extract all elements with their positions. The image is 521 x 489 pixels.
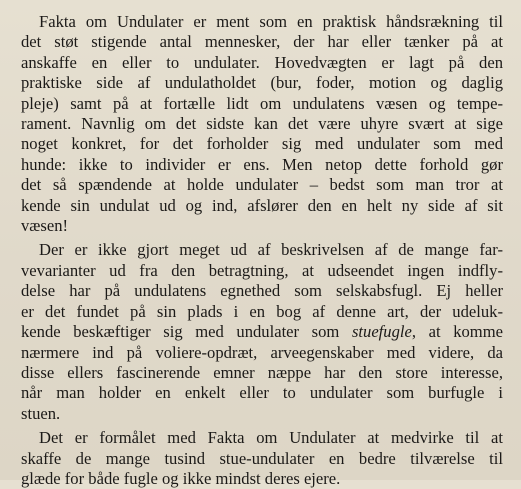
- text-line: hunde: ikke to individer er ens. Men netop dette forhold gør: [21, 154, 503, 174]
- text-line: glæde for både fugle og ikke mindst deres ejere.: [21, 468, 341, 488]
- text-fragment: , at komme: [411, 322, 503, 342]
- text-line: væsen!: [21, 216, 69, 236]
- text-line: pleje) samt på at fortælle lidt om undulatens væsen og tempe-: [21, 93, 503, 113]
- paragraph-color-varieties: [21, 240, 503, 424]
- text-line: praktiske side af undulatholdet (bur, foder, motion og daglig: [21, 73, 503, 93]
- text-line: skaffe de mange tusind stue-undulater en bedre tilværelse til: [21, 448, 503, 468]
- text-line: nærmere ind på voliere-opdræt, arveegenskaber med videre, da: [21, 342, 503, 362]
- text-line: er det fundet på sin plads i en bog af denne art, der udeluk-: [21, 301, 503, 321]
- text-line: Der er ikke gjort meget ud af beskrivelsen af de mange far-: [39, 240, 503, 260]
- text-line: rament. Navnlig om det sidste kan det være uhyre svært at sige: [21, 114, 503, 134]
- text-line: noget konkret, for det forholder sig med undulater som med: [21, 134, 503, 154]
- text-line: Det er formålet med Fakta om Undulater at medvirke til at: [39, 428, 503, 448]
- text-line: vevarianter ud fra den betragtning, at udseendet ingen indfly-: [21, 260, 503, 280]
- text-fragment: kende beskæftiger sig med undulater som: [21, 322, 352, 342]
- text-line: det så spændende at holde undulater – bedst som man tror at: [21, 175, 503, 195]
- text-line: det støt stigende antal mennesker, der har eller tænker på at: [21, 32, 503, 52]
- text-line: anskaffe en eller to undulater. Hovedvægten er lagt på den: [21, 52, 503, 72]
- text-line: kende sin undulat ud og ind, afslører den en helt ny side af sit: [21, 195, 503, 215]
- text-line: disse ellers fascinerende emner næppe har den store interesse,: [21, 362, 503, 382]
- text-line: delse har på undulatens egnethed som selskabsfugl. Ej heller: [21, 281, 503, 301]
- emphasis-stuefugle: stuefugle: [351, 322, 412, 342]
- text-line: når man holder en enkelt eller to undulater som burfugle i: [21, 383, 503, 403]
- text-line: Fakta om Undulater er ment som en praktisk håndsrækning til: [39, 12, 503, 31]
- text-line: stuen.: [21, 403, 61, 423]
- paragraph-intro: [21, 12, 503, 236]
- text-line: [21, 322, 503, 342]
